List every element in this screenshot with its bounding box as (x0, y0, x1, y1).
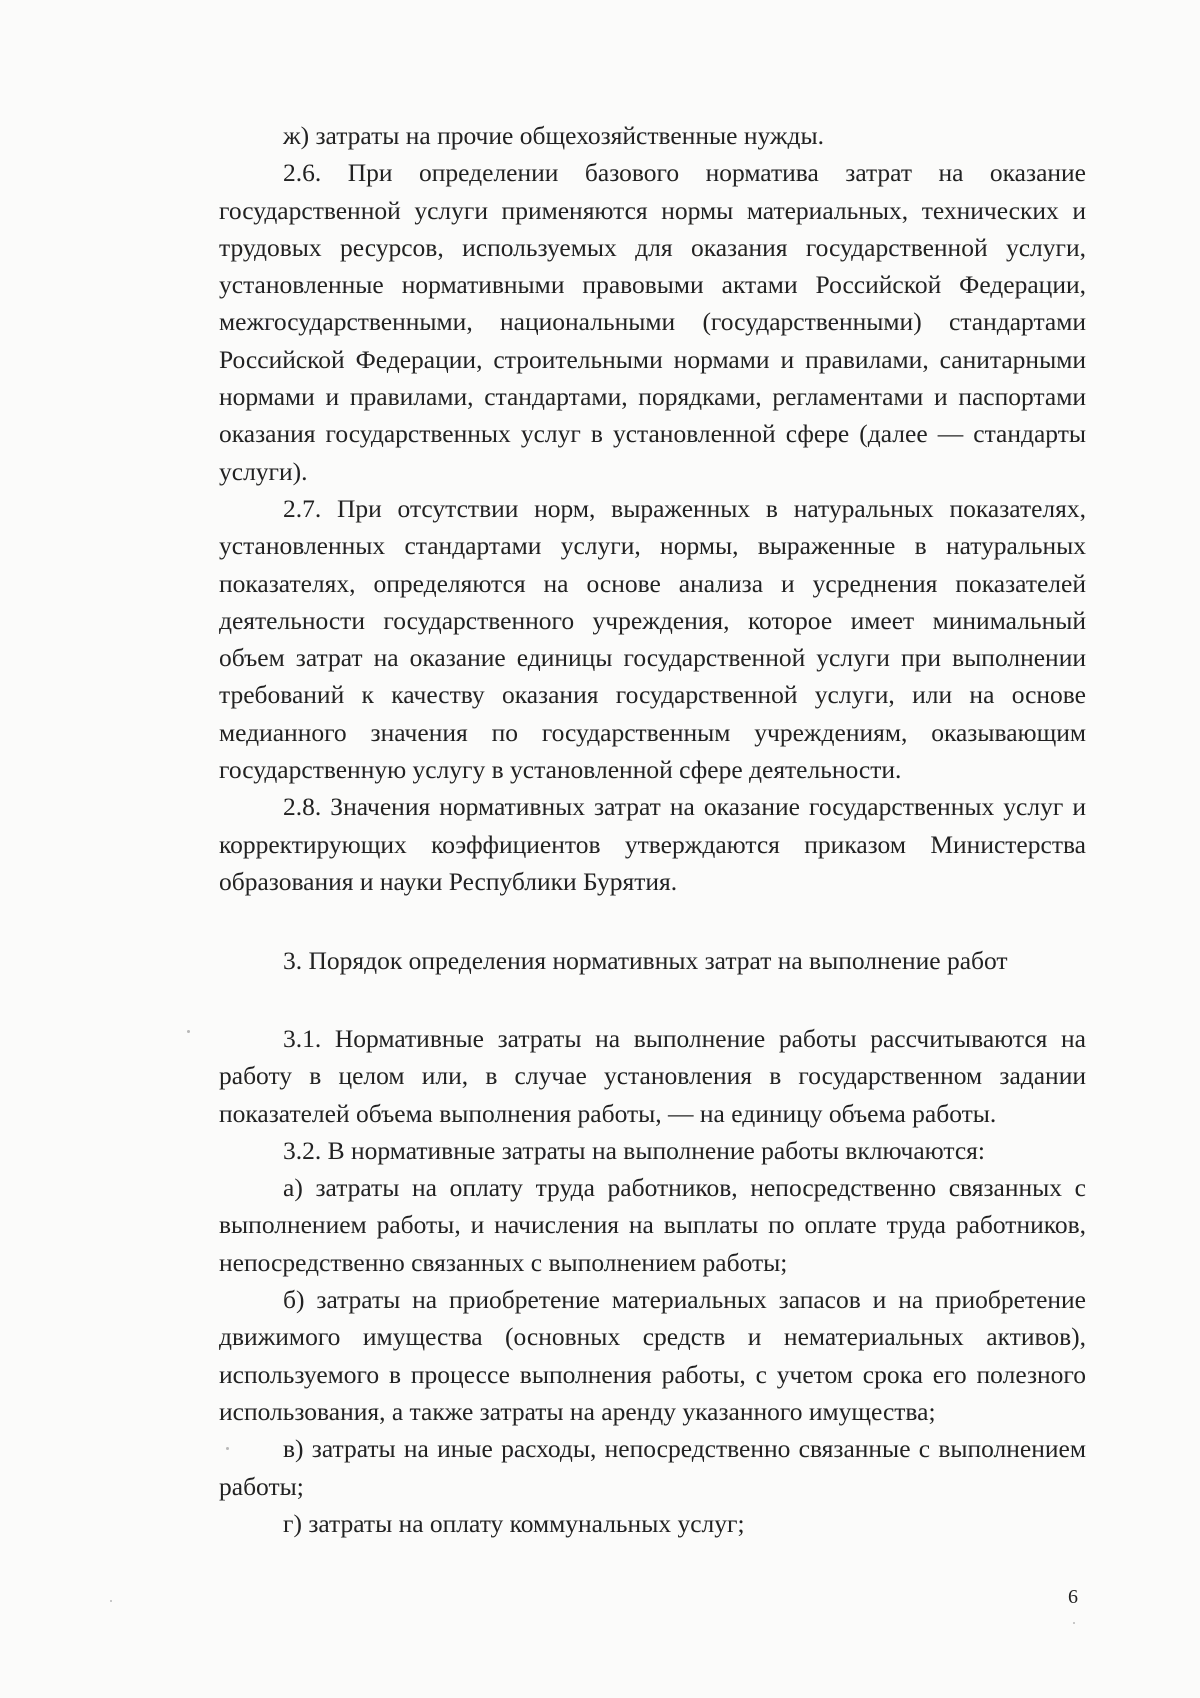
text-block-bottom (219, 1020, 1086, 1542)
list-item-g: г) затраты на оплату коммунальных услуг; (283, 1508, 745, 1538)
scan-speck (226, 1447, 229, 1450)
paragraph-3-2: 3.2. В нормативные затраты на выполнение работы включаются: (283, 1135, 985, 1165)
paragraph-3-1: 3.1. Нормативные затраты на выполнение работы рассчитываются на работу в целом или, в случае установления в государственном задании показателей объема выполнения работы, — на единицу объема работы. (219, 1024, 1086, 1128)
paragraph-2-7: 2.7. При отсутствии норм, выраженных в натуральных показателях, установленных стандартами услуги, нормы, выраженные в натуральных показателях, определяются на основе анализа и усреднения показателей деятельности государственного учреждения, которое имеет минимальный объем затрат на оказание единицы государственной услуги при выполнении требований к качеству оказания государственной услуги, или на основе медианного значения по государственным учреждениям, оказывающим государственную услугу в установленной сфере деятельности. (219, 493, 1086, 785)
scan-speck (1073, 1622, 1075, 1624)
list-item-b: б) затраты на приобретение материальных запасов и на приобретение движимого имущества (основных средств и нематериальных активов), используемого в процессе выполнения работы, с учетом срока его полезного использования, а также затраты на аренду указанного имущества; (219, 1285, 1086, 1426)
paragraph-zh: ж) затраты на прочие общехозяйственные нужды. (283, 121, 824, 150)
text-block-top (219, 117, 1086, 900)
page-number: 6 (1068, 1586, 1078, 1608)
section-heading: 3. Порядок определения нормативных затрат на выполнение работ (283, 946, 1008, 975)
paragraph-2-8: 2.8. Значения нормативных затрат на оказание государственных услуг и корректирующих коэффициентов утверждаются приказом Министерства образования и науки Республики Бурятия. (219, 792, 1086, 896)
scan-speck (110, 1600, 112, 1602)
list-item-v: в) затраты на иные расходы, непосредственно связанные с выполнением работы; (219, 1434, 1086, 1501)
scan-speck (187, 1030, 190, 1033)
list-item-a: а) затраты на оплату труда работников, непосредственно связанных с выполнением работы, и начисления на выплаты по оплате труда работников, непосредственно связанных с выполнением работы; (219, 1173, 1086, 1277)
paragraph-2-6: 2.6. При определении базового норматива затрат на оказание государственной услуги применяются нормы материальных, технических и трудовых ресурсов, используемых для оказания государственной услуги, установленные нормативными правовыми актами Российской Федерации, межгосударственными, национальными (государственными) стандартами Российской Федерации, строительными нормами и правилами, санитарными нормами и правилами, стандартами, порядками, регламентами и паспортами оказания государственных услуг в установленной сфере (далее — стандарты услуги). (219, 158, 1086, 486)
